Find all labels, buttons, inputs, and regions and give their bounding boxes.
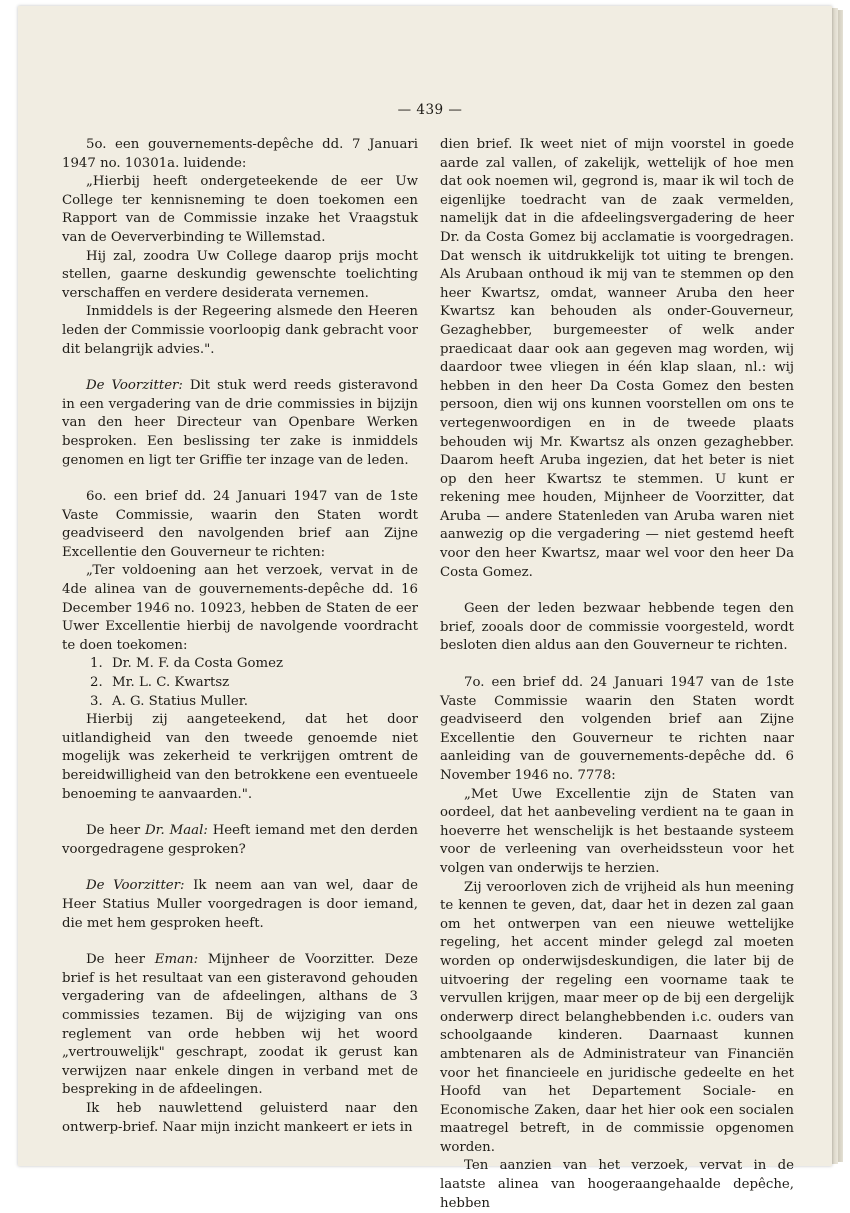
speech-text: Dit stuk werd reeds gisteravond in een vergadering van de drie commissies in bijzijn van den heer Directeur van Openbare Werken besproken. Een beslissing ter zake is inmiddels genomen en ligt ter Griffie ter inzage van de leden. [62,378,419,468]
list-number: 1. [90,656,103,672]
page-edge [832,8,838,1164]
paragraph [62,377,418,470]
speech-text: Mijnheer de Voorzitter. Deze brief is het resultaat van een gisteravond gehouden vergadering van de afdeelingen, althans de 3 commissies tezamen. Bij de wijziging van ons reglement van orde hebben wij het woord „vertrouwelijk" geschrapt, zoodat ik gerust kan verwijzen naar enkele dingen in verband met de bespreking in de afdeelingen. [62,952,418,1098]
paragraph: Ik heb nauwlettend geluisterd naar den ontwerp-brief. Naar mijn inzicht mankeert er iets in [62,1100,418,1135]
paragraph: Hierbij zij aangeteekend, dat het door uitlandigheid van den tweede genoemde niet mogelijk was zekerheid te verkrijgen omtrent de bereidwilligheid van den betrokkene een eventueele benoeming te aanvaarden.". [62,712,418,802]
paragraph: 6o. een brief dd. 24 Januari 1947 van de 1ste Vaste Commissie, waarin den Staten wordt geadviseerd den navolgenden brief aan Zijne Excellentie den Gouverneur te richten: [62,489,418,560]
speech-text: Ik neem aan van wel, daar de Heer Statius Muller voorgedragen is door iemand, die met hem gesproken heeft. [62,878,418,931]
right-column [440,136,794,1213]
paragraph: Zij veroorloven zich de vrijheid als hun meening te kennen te geven, dat, daar het in dezen zal gaan om het ontwerpen van een nieuwe wettelijke regeling, het accent minder gelegd zal moeten worden op onderwijsdeskundigen, die later bij de uitvoering der regeling een voorname taak te vervullen krijgen, maar meer op de bij een dergelijk onderwerp direct belanghebbenden i.c. ouders van schoolgaande kinderen. Daarnaast kunnen ambtenaren als de Administrateur van Financiën voor het financieele en juridische gedeelte en het Hoofd van het Departement Sociale- en Economische Zaken, daar het hier ook een socialen maatregel betreft, in de commissie opgenomen worden. [440,879,794,1155]
paragraph: „Met Uwe Excellentie zijn de Staten van oordeel, dat het aanbeveling verdient na te gaan in hoeverre het wenschelijk is het bestaande systeem voor de verleening van overheidssteun voor het volgen van onderwijs te herzien. [440,786,794,876]
paragraph [62,822,418,859]
paragraph [62,877,418,933]
list-item [62,655,418,674]
list-item [62,693,418,712]
speaker-prefix: De heer [86,823,145,839]
list-text: Dr. M. F. da Costa Gomez [112,656,283,672]
paragraph: Ten aanzien van het verzoek, vervat in de laatste alinea van hoogeraangehaalde depêche, hebben [440,1158,794,1211]
paragraph: „Hierbij heeft ondergeteekende de eer Uw College ter kennisneming te doen toekomen een Rapport van de Commissie inzake het Vraagstuk van de Oeververbinding te Willemstad. [62,174,418,245]
paragraph: 7o. een brief dd. 24 Januari 1947 van de 1ste Vaste Commissie waarin den Staten wordt geadviseerd den volgenden brief aan Zijne Excellentie den Gouverneur te richten naar aanleiding van de gouvernements-depêche dd. 6 November 1946 no. 7778: [440,675,794,783]
page-edge [838,10,843,1162]
list-text: A. G. Statius Muller. [112,693,248,709]
list-number: 3. [90,693,103,709]
list-number: 2. [90,675,103,691]
paragraph [62,951,418,1100]
list-text: Mr. L. C. Kwartsz [112,675,230,691]
speaker-name: Eman: [154,952,199,968]
speech-text: Heeft iemand met den derden voorgedragene gesproken? [62,823,418,857]
paragraph: 5o. een gouvernements-depêche dd. 7 Januari 1947 no. 10301a. luidende: [62,137,418,171]
paragraph: Inmiddels is der Regeering alsmede den Heeren leden der Commissie voorloopig dank gebracht voor dit belangrijk advies.". [62,304,418,357]
paragraph: dien brief. Ik weet niet of mijn voorstel in goede aarde zal vallen, of zakelijk, wettelijk of hoe men dat ook noemen wil, gegrond is, maar ik wil toch de eigenlijke toedracht van de zaak vermelden, namelijk dat in die afdeelingsvergadering de heer Dr. da Costa Gomez bij acclamatie is voorgedragen. Dat wensch ik uitdrukkelijk tot uiting te brengen. Als Arubaan onthoud ik mij van te stemmen op den heer Kwartsz, omdat, wanneer Aruba den heer Kwartsz kan behouden als onder-Gouverneur, Gezaghebber, burgemeester of welk ander praedicaat daar ook aan gegeven mag worden, wij daardoor twee vliegen in één klap slaan, nl.: wij hebben in den heer Da Costa Gomez den besten persoon, dien wij ons kunnen voorstellen om ons te vertegenwoordigen en in de tweede plaats behouden wij Mr. Kwartsz als onzen gezaghebber. Daarom heeft Aruba ingezien, dat het beter is niet op den heer Kwartsz te stemmen. U kunt er rekening mee houden, Mijnheer de Voorzitter, dat Aruba — andere Statenleden van Aruba waren niet aanwezig op die vergadering — niet gestemd heeft voor den heer Kwartsz, maar wel voor den heer Da Costa Gomez. [440,137,794,580]
paragraph: „Ter voldoening aan het verzoek, vervat in de 4de alinea van de gouvernements-depêche dd. 16 December 1946 no. 10923, hebben de Staten de eer Uwer Excellentie hierbij de navolgende voordracht te doen toekomen: [62,563,418,653]
page-number: — 439 — [397,102,463,118]
speaker-name: De Voorzitter: [86,378,183,394]
paragraph: Geen der leden bezwaar hebbende tegen den brief, zooals door de commissie voorgesteld, wordt besloten dien aldus aan den Gouverneur te richten. [440,601,794,654]
speaker-name: Dr. Maal: [144,823,208,839]
list-item [62,674,418,693]
paragraph: Hij zal, zoodra Uw College daarop prijs mocht stellen, gaarne deskundig gewenschte toelichting verschaffen en verdere desiderata vernemen. [62,248,418,301]
speaker-prefix: De heer [86,952,155,968]
left-column [62,136,418,1137]
speaker-name: De Voorzitter: [86,878,185,894]
